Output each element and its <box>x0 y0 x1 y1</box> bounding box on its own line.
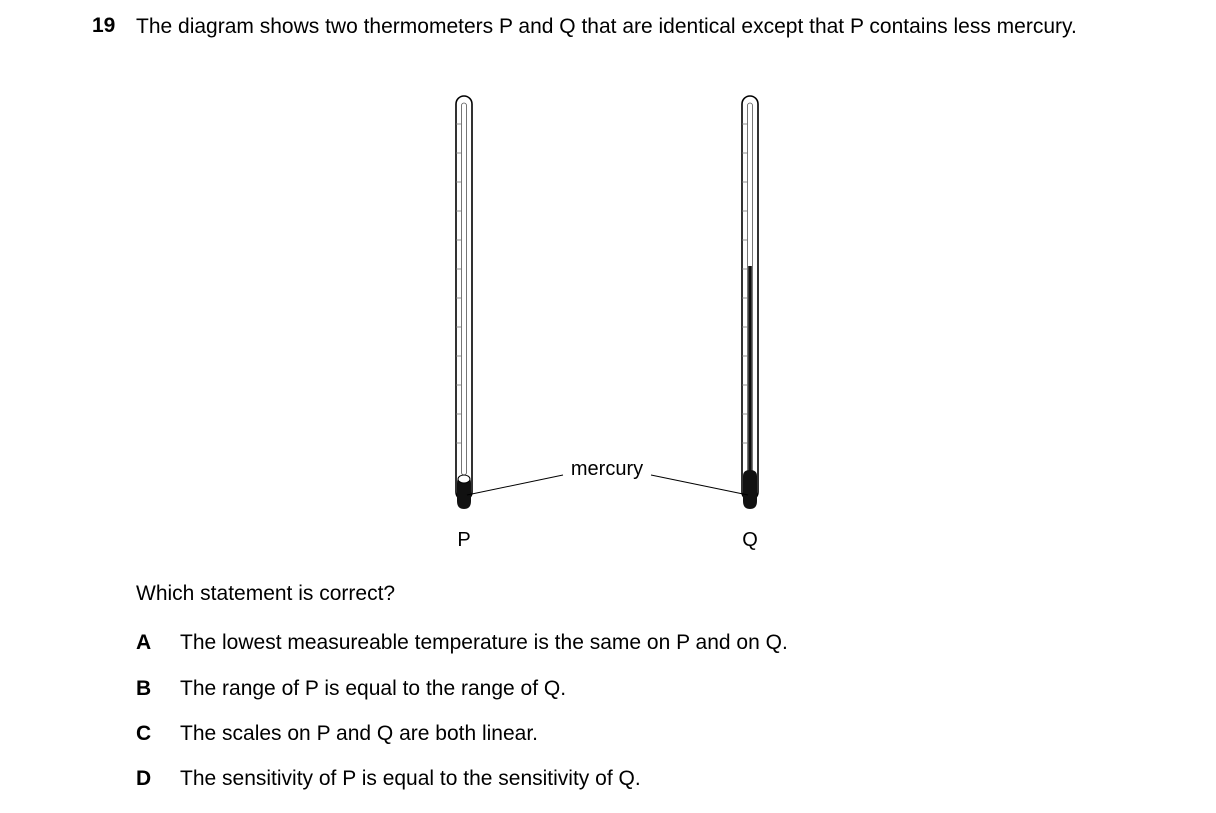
mercury-leader-p <box>467 475 563 495</box>
thermometer-p-label: P <box>457 529 471 551</box>
option-letter: D <box>136 767 152 790</box>
option-letter: C <box>136 722 152 745</box>
option-b[interactable] <box>136 677 566 701</box>
question-number: 19 <box>92 14 116 37</box>
question-stem: The diagram shows two thermometers P and Q that are identical except that P contains less mercury. <box>136 15 1077 38</box>
option-letter: B <box>136 677 152 700</box>
thermometer-q-label: Q <box>742 529 758 551</box>
option-letter: A <box>136 631 152 654</box>
mercury-leader-q <box>651 475 748 495</box>
thermometer-p <box>456 96 472 509</box>
option-text: The range of P is equal to the range of Q. <box>180 677 567 700</box>
option-d[interactable] <box>136 767 641 791</box>
thermometer-p-capillary <box>462 103 467 475</box>
option-text: The sensitivity of P is equal to the sensitivity of Q. <box>180 767 641 790</box>
thermometer-q-mercury-column <box>748 266 752 478</box>
mercury-label: mercury <box>570 458 644 480</box>
question-prompt: Which statement is correct? <box>136 582 396 605</box>
thermometer-q <box>742 96 758 509</box>
option-text: The scales on P and Q are both linear. <box>180 722 539 745</box>
option-a[interactable] <box>136 631 788 655</box>
option-text: The lowest measureable temperature is the same on P and on Q. <box>180 631 788 654</box>
thermometer-q-mercury-bulb <box>743 470 757 509</box>
option-c[interactable] <box>136 722 538 746</box>
